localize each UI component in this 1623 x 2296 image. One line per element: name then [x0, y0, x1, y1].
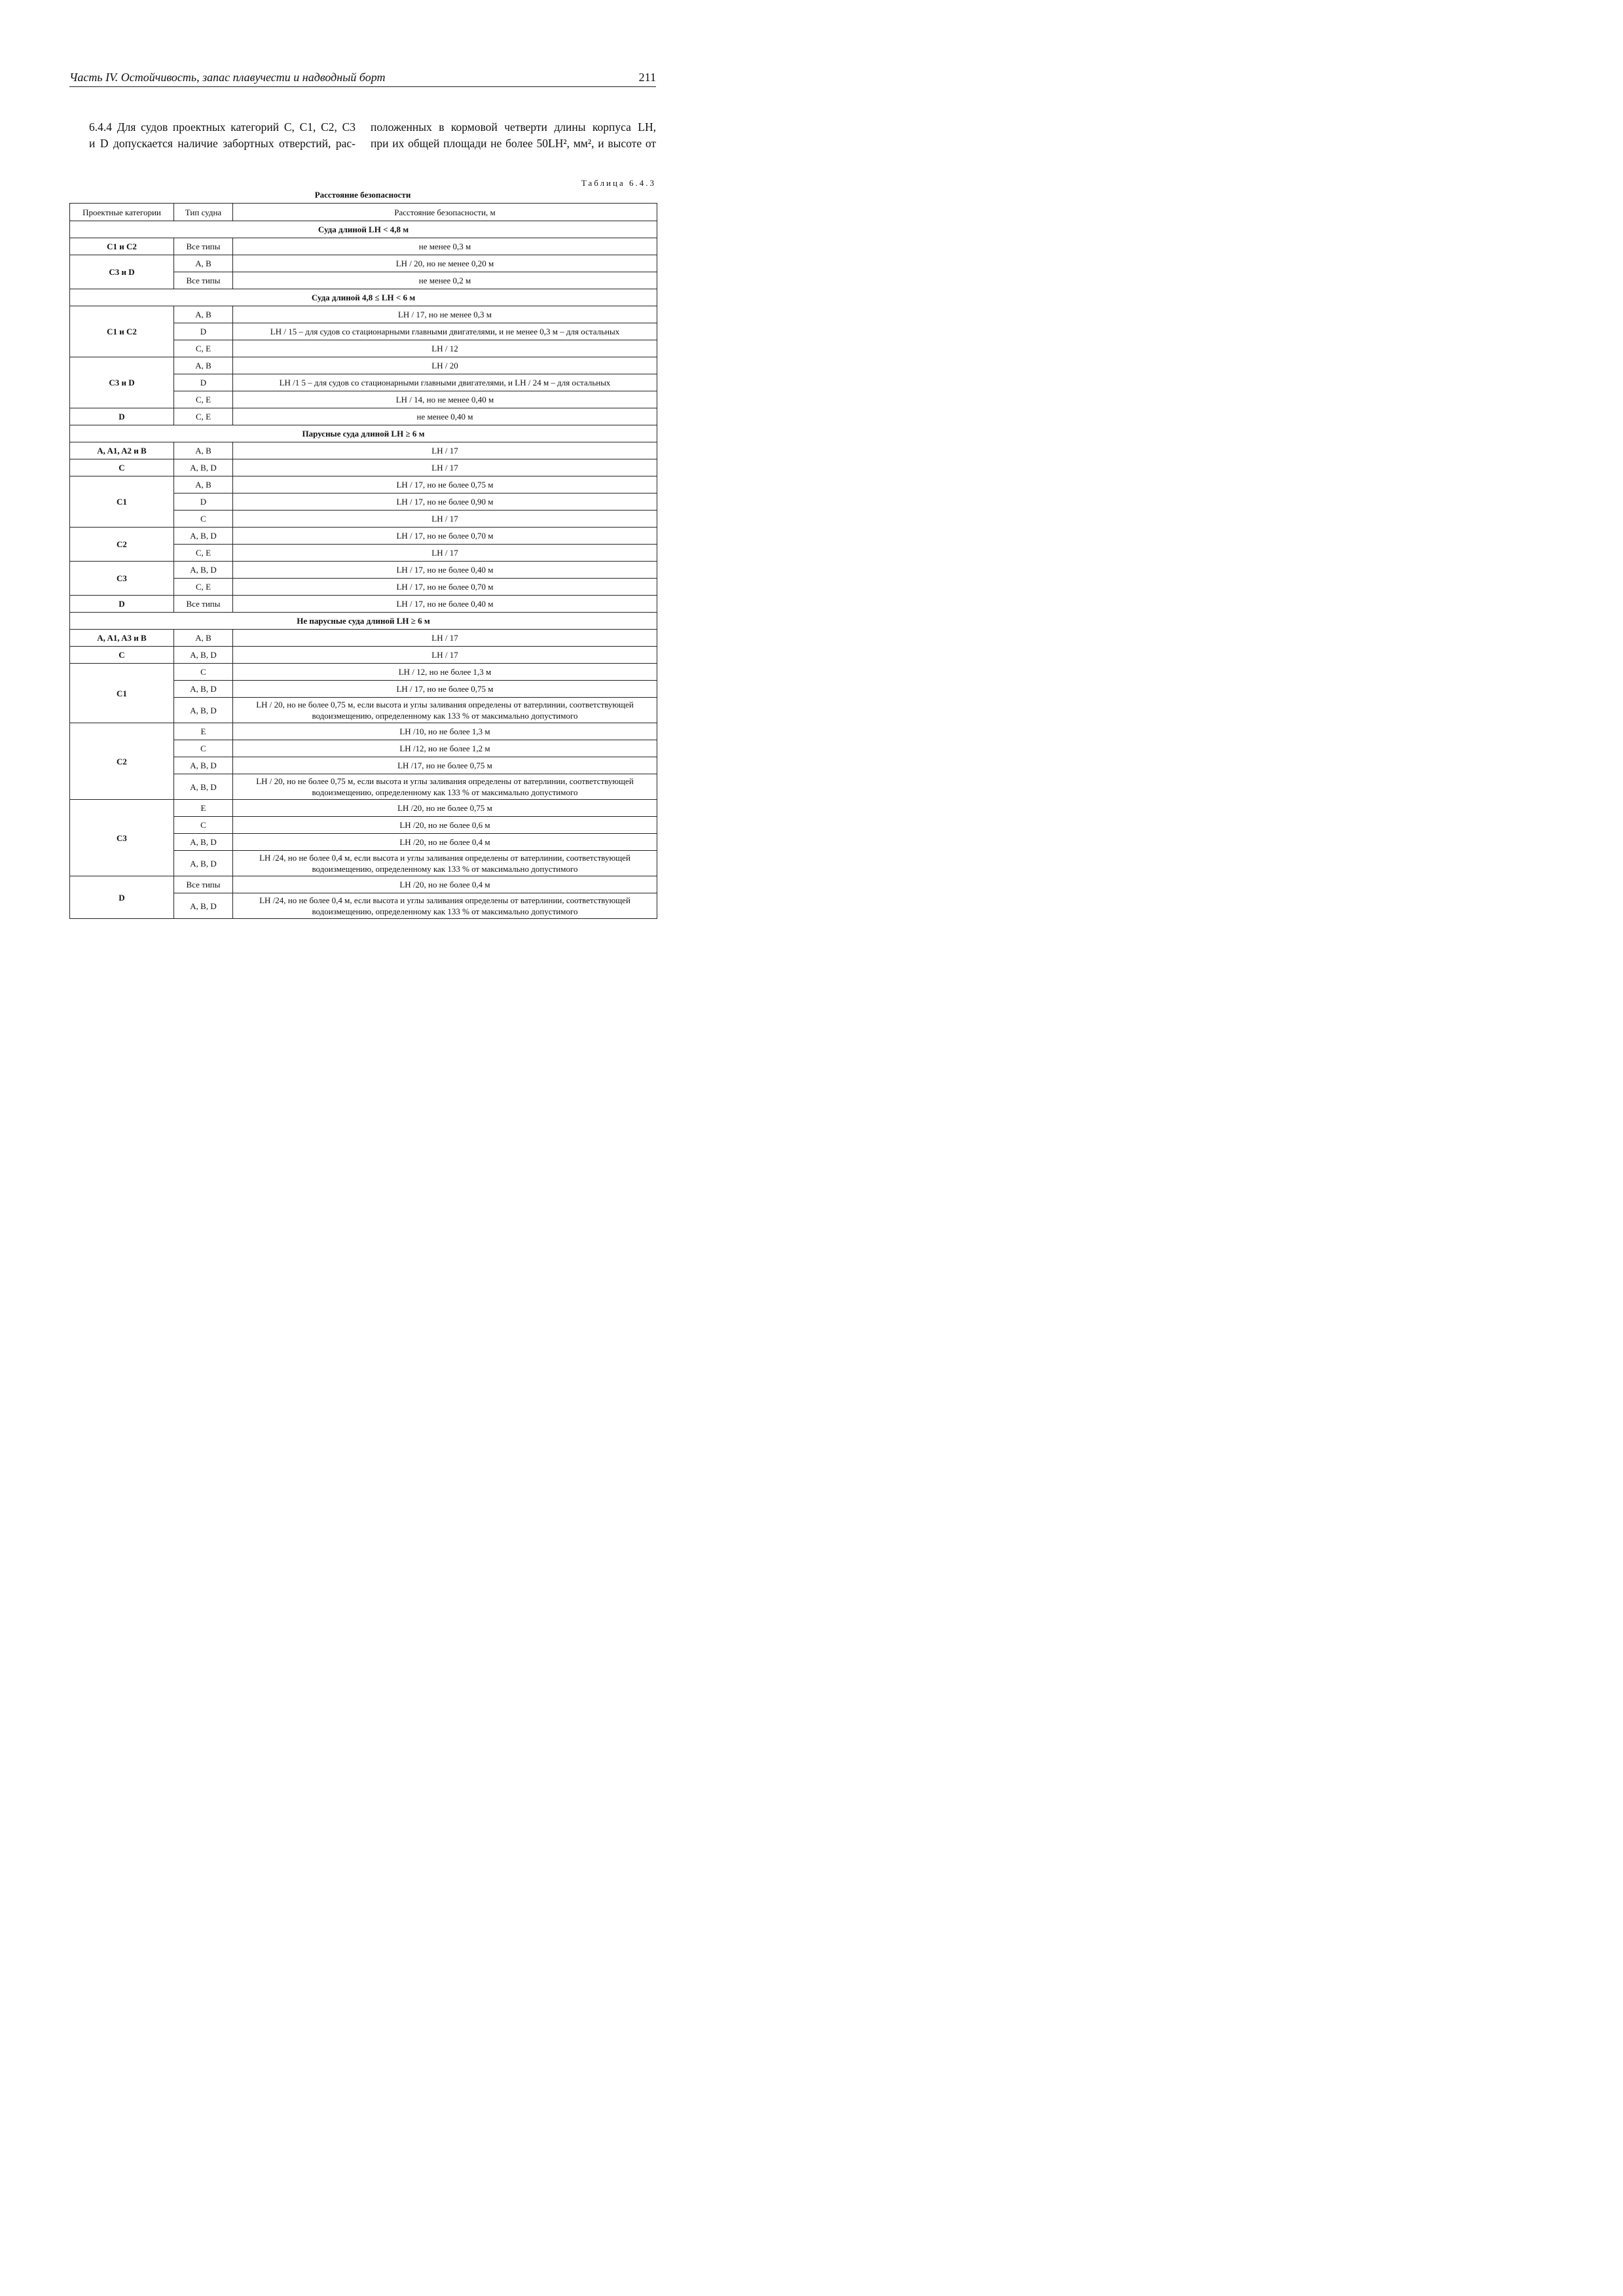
table-row — [70, 528, 657, 545]
intro-line: 6.4.4 Для судов проектных категорий C, C1, C2, C3 — [89, 120, 356, 134]
vessel-type-cell: C, E — [174, 340, 233, 357]
table-row — [70, 562, 657, 579]
category-cell: C2 — [70, 528, 174, 562]
table-row — [70, 459, 657, 476]
distance-cell: LН /17, но не более 0,75 м — [233, 757, 657, 774]
table-row — [70, 408, 657, 425]
vessel-type-cell: A, B, D — [174, 459, 233, 476]
header-cell-vessel-type: Тип судна — [174, 204, 233, 221]
category-cell: C3 — [70, 562, 174, 596]
category-cell: C3 и D — [70, 357, 174, 408]
distance-cell: не менее 0,2 м — [233, 272, 657, 289]
distance-cell: LН / 17, но не более 0,70 м — [233, 579, 657, 596]
section-title: Суда длиной LН < 4,8 м — [70, 221, 657, 238]
table-row — [70, 800, 657, 817]
category-cell: D — [70, 876, 174, 919]
category-cell: C1 — [70, 664, 174, 723]
vessel-type-cell: A, B — [174, 255, 233, 272]
vessel-type-cell: C — [174, 664, 233, 681]
distance-cell: LН / 20, но не менее 0,20 м — [233, 255, 657, 272]
intro-right-column — [371, 119, 656, 152]
vessel-type-cell: A, B, D — [174, 647, 233, 664]
category-cell: C2 — [70, 723, 174, 800]
vessel-type-cell: C, E — [174, 545, 233, 562]
vessel-type-cell: A, B, D — [174, 562, 233, 579]
category-cell: D — [70, 408, 174, 425]
distance-cell: LН /24, но не более 0,4 м, если высота и углы заливания определены от ватерлинии, соответствующей водоизмещению, определенному как 133 % от максимально допустимого — [233, 893, 657, 919]
category-cell: A, A1, A3 и B — [70, 630, 174, 647]
table-row — [70, 476, 657, 493]
vessel-type-cell: A, B, D — [174, 528, 233, 545]
header-cell-distance: Расстояние безопасности, м — [233, 204, 657, 221]
distance-cell: LН /12, но не более 1,2 м — [233, 740, 657, 757]
vessel-type-cell: Все типы — [174, 238, 233, 255]
table-caption: Расстояние безопасности — [314, 190, 411, 200]
intro-line: положенных в кормовой четверти длины корпуса LН, — [371, 120, 656, 134]
table-body — [70, 221, 657, 919]
vessel-type-cell: C, E — [174, 408, 233, 425]
category-cell: A, A1, A2 и B — [70, 442, 174, 459]
table-row — [70, 723, 657, 740]
intro-left-column — [69, 119, 356, 152]
distance-cell: LН / 17, но не более 0,75 м — [233, 681, 657, 698]
category-cell: C3 и D — [70, 255, 174, 289]
table-row — [70, 255, 657, 272]
vessel-type-cell: A, B, D — [174, 834, 233, 851]
section-title: Не парусные суда длиной LН ≥ 6 м — [70, 613, 657, 630]
intro-line: при их общей площади не более 50LН², мм², и высоте от — [371, 137, 656, 150]
vessel-type-cell: E — [174, 800, 233, 817]
table-row — [70, 442, 657, 459]
distance-cell: LН /20, но не более 0,4 м — [233, 876, 657, 893]
running-header — [69, 71, 656, 87]
distance-cell: LН / 20 — [233, 357, 657, 374]
vessel-type-cell: A, B, D — [174, 698, 233, 723]
distance-cell: LН / 17, но не более 0,40 м — [233, 596, 657, 613]
running-title: Часть IV. Остойчивость, запас плавучести и надводный борт — [69, 71, 386, 84]
category-cell: C1 и C2 — [70, 306, 174, 357]
section-title: Суда длиной 4,8 ≤ LН < 6 м — [70, 289, 657, 306]
distance-cell: LН /20, но не более 0,6 м — [233, 817, 657, 834]
intro-line: и D допускается наличие забортных отверстий, рас- — [89, 137, 356, 150]
section-header-row — [70, 613, 657, 630]
vessel-type-cell: A, B, D — [174, 774, 233, 800]
distance-cell: LН / 20, но не более 0,75 м, если высота и углы заливания определены от ватерлинии, соответствующей водоизмещению, определенному как 133 % от максимально допустимого — [233, 774, 657, 800]
table-row — [70, 647, 657, 664]
vessel-type-cell: A, B — [174, 630, 233, 647]
vessel-type-cell: Все типы — [174, 876, 233, 893]
vessel-type-cell: C, E — [174, 579, 233, 596]
table-row — [70, 630, 657, 647]
distance-cell: LН / 20, но не более 0,75 м, если высота и углы заливания определены от ватерлинии, соответствующей водоизмещению, определенному как 133 % от максимально допустимого — [233, 698, 657, 723]
safety-distance-table — [69, 203, 657, 919]
distance-cell: LН / 17 — [233, 442, 657, 459]
category-cell: C — [70, 647, 174, 664]
distance-cell: LН /24, но не более 0,4 м, если высота и углы заливания определены от ватерлинии, соответствующей водоизмещению, определенному как 133 % от максимально допустимого — [233, 851, 657, 876]
vessel-type-cell: C — [174, 817, 233, 834]
vessel-type-cell: A, B, D — [174, 757, 233, 774]
vessel-type-cell: A, B — [174, 306, 233, 323]
vessel-type-cell: D — [174, 323, 233, 340]
vessel-type-cell: Все типы — [174, 596, 233, 613]
distance-cell: LН / 17 — [233, 459, 657, 476]
vessel-type-cell: Все типы — [174, 272, 233, 289]
distance-cell: LН / 17, но не более 0,75 м — [233, 476, 657, 493]
vessel-type-cell: C — [174, 740, 233, 757]
vessel-type-cell: A, B — [174, 476, 233, 493]
distance-cell: не менее 0,40 м — [233, 408, 657, 425]
distance-cell: LН /1 5 – для судов со стационарными главными двигателями, и LН / 24 м – для остальных — [233, 374, 657, 391]
category-cell: C3 — [70, 800, 174, 876]
page-number: 211 — [638, 71, 656, 84]
distance-cell: LН / 14, но не менее 0,40 м — [233, 391, 657, 408]
section-header-row — [70, 221, 657, 238]
category-cell: C — [70, 459, 174, 476]
table-number: Таблица 6.4.3 — [581, 178, 656, 188]
vessel-type-cell: A, B — [174, 442, 233, 459]
section-header-row — [70, 425, 657, 442]
category-cell: C1 и C2 — [70, 238, 174, 255]
vessel-type-cell: D — [174, 493, 233, 511]
distance-cell: LН / 17 — [233, 511, 657, 528]
distance-cell: LН / 12 — [233, 340, 657, 357]
vessel-type-cell: A, B — [174, 357, 233, 374]
distance-cell: LН /10, но не более 1,3 м — [233, 723, 657, 740]
table-row — [70, 357, 657, 374]
distance-cell: LН / 15 – для судов со стационарными главными двигателями, и не менее 0,3 м – для остальных — [233, 323, 657, 340]
table-row — [70, 306, 657, 323]
header-cell-categories: Проектные категории — [70, 204, 174, 221]
vessel-type-cell: E — [174, 723, 233, 740]
distance-cell: LН / 17 — [233, 630, 657, 647]
vessel-type-cell: C, E — [174, 391, 233, 408]
vessel-type-cell: C — [174, 511, 233, 528]
distance-cell: LН / 17, но не более 0,70 м — [233, 528, 657, 545]
distance-cell: LН / 17 — [233, 545, 657, 562]
distance-cell: не менее 0,3 м — [233, 238, 657, 255]
vessel-type-cell: A, B, D — [174, 681, 233, 698]
vessel-type-cell: A, B, D — [174, 851, 233, 876]
distance-cell: LН / 17, но не более 0,40 м — [233, 562, 657, 579]
table-row — [70, 238, 657, 255]
distance-cell: LН / 17 — [233, 647, 657, 664]
category-cell: C1 — [70, 476, 174, 528]
table-row — [70, 664, 657, 681]
distance-cell: LН / 17, но не более 0,90 м — [233, 493, 657, 511]
section-header-row — [70, 289, 657, 306]
section-title: Парусные суда длиной LН ≥ 6 м — [70, 425, 657, 442]
distance-cell: LН /20, но не более 0,4 м — [233, 834, 657, 851]
distance-cell: LН /20, но не более 0,75 м — [233, 800, 657, 817]
vessel-type-cell: D — [174, 374, 233, 391]
table-row — [70, 596, 657, 613]
table-row — [70, 876, 657, 893]
distance-cell: LН / 12, но не более 1,3 м — [233, 664, 657, 681]
vessel-type-cell: A, B, D — [174, 893, 233, 919]
distance-cell: LН / 17, но не менее 0,3 м — [233, 306, 657, 323]
category-cell: D — [70, 596, 174, 613]
